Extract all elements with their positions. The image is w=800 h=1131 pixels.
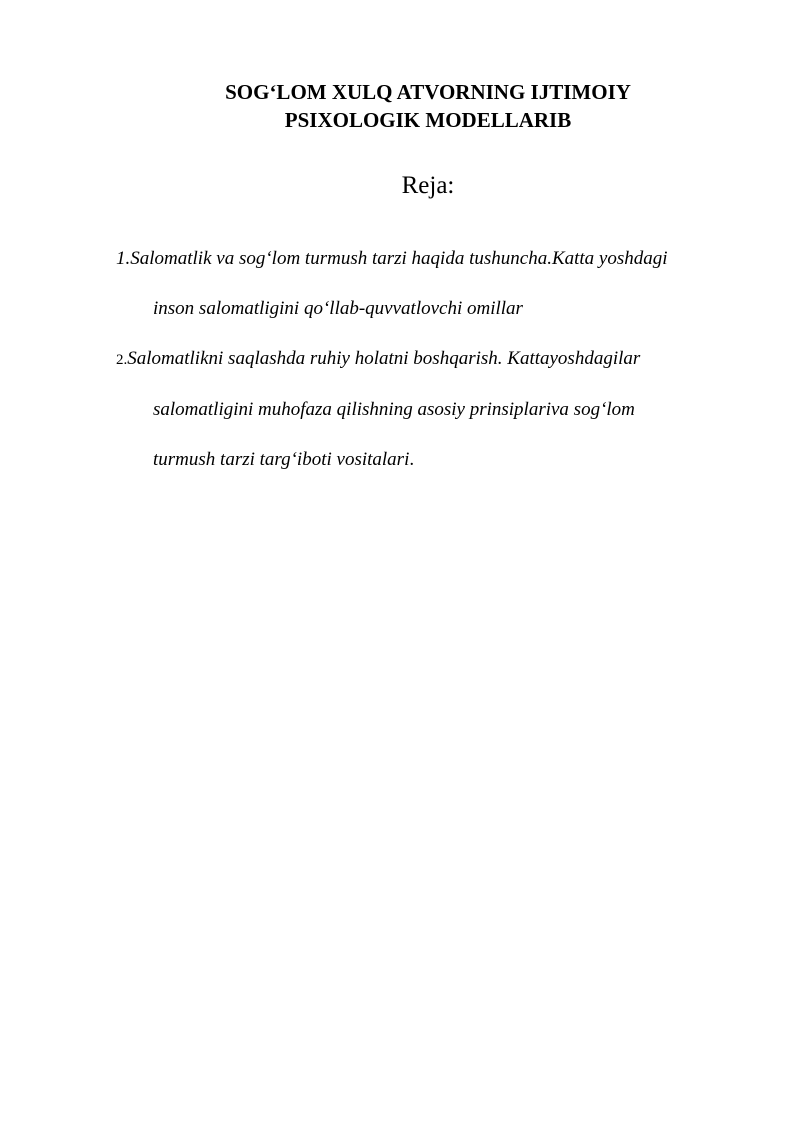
plan-item-2-third-line [116,435,756,485]
plan-item-2-end-period: . [409,449,415,470]
plan-list [116,234,756,485]
plan-item-1-line-2: inson salomatligini qo‘llab-quvvatlovchi omillar [153,298,523,319]
plan-item-1 [116,234,756,334]
title-line-2: PSIXOLOGIK MODELLARIB [284,108,572,132]
plan-item-1-first-line [116,234,756,284]
plan-item-1-number: 1. [116,248,131,269]
plan-item-2-number: 2. [116,352,128,368]
plan-item-2-line-3: turmush tarzi targ‘iboti vositalari [153,449,410,470]
plan-item-2-line-2: salomatligini muhofaza qilishning asosiy prinsiplariva sog‘lom [153,399,635,420]
plan-heading: Reja: [401,172,455,199]
title-line-1: SOG‘LOM XULQ ATVORNING IJTIMOIY [225,80,631,104]
plan-item-1-line-1: Salomatlik va sog‘lom turmush tarzi haqida tushuncha.Katta yoshdagi [130,248,668,269]
plan-item-2-first-line [116,334,756,385]
plan-item-2-line-1: Salomatlikni saqlashda ruhiy holatni boshqarish. Kattayoshdagilar [127,348,641,369]
document-title [0,78,800,134]
plan-item-2 [116,334,756,485]
